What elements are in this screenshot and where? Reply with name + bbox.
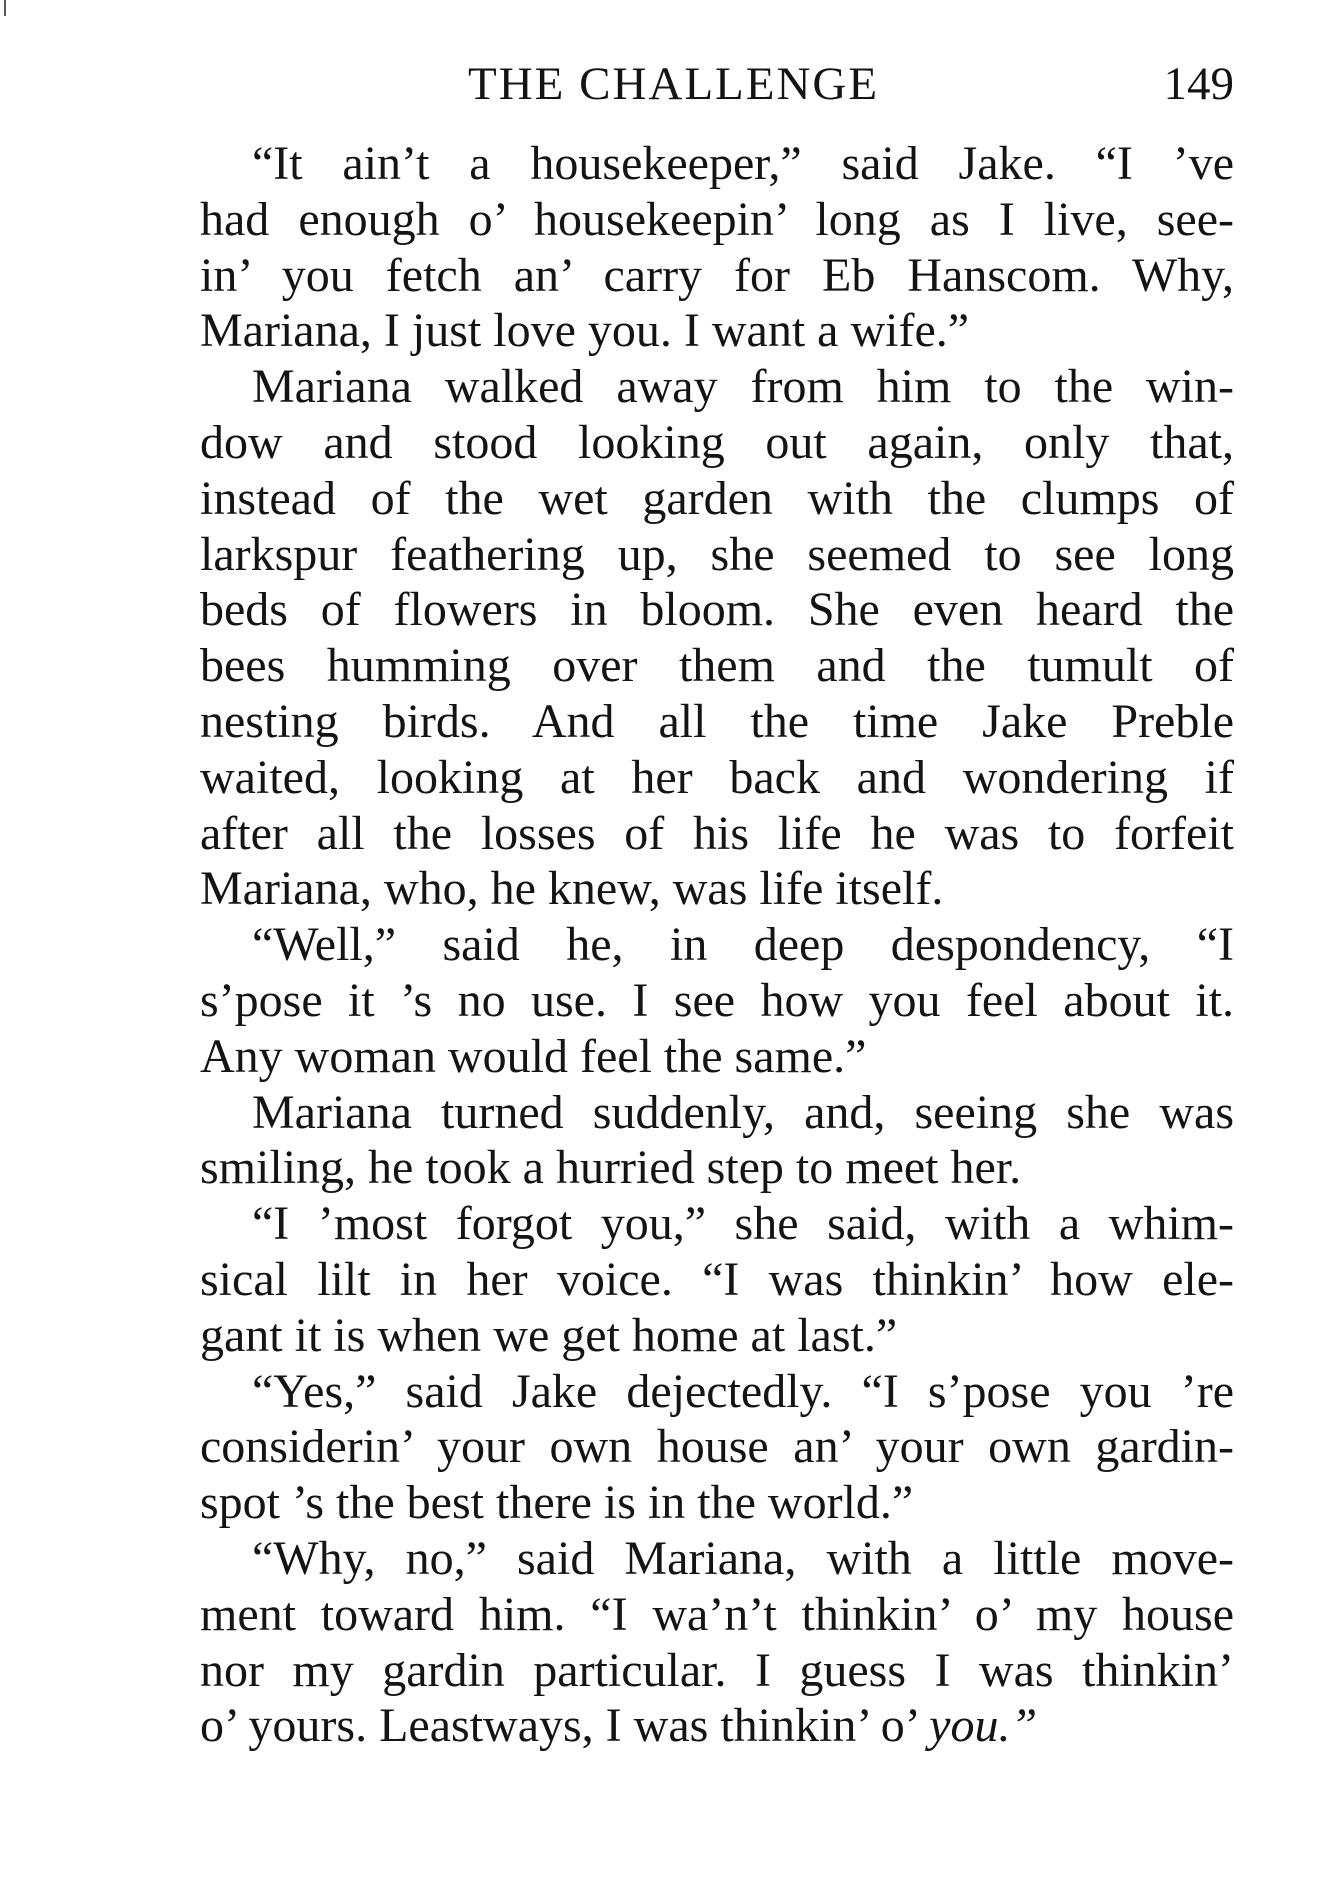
text-line: Mariana turned suddenly, and, seeing she was [252,1085,1234,1139]
text-line: Any woman would feel the same.” [200,1029,867,1083]
text-line: “Why, no,” said Mariana, with a little move- [252,1531,1234,1585]
text-line: sical lilt in her voice. “I was thinkin’ how ele- [200,1252,1234,1306]
text-line: “It ain’t a housekeeper,” said Jake. “I ’ve [252,137,1234,190]
running-head [200,48,1234,120]
text-line: smiling, he took a hurried step to meet her. [200,1141,1022,1195]
chapter-title: THE CHALLENGE [468,58,880,110]
text-line: spot ’s the best there is in the world.” [200,1476,914,1530]
text-line: considerin’ your own house an’ your own gardin- [200,1420,1234,1474]
final-line-text: o’ yours. Leastways, I was thinkin’ o’ [200,1699,930,1753]
text-line: “I ’most forgot you,” she said, with a whim- [252,1197,1234,1251]
text-line: Mariana, who, he knew, was life itself. [200,862,944,916]
final-emphasis: you.” [929,1699,1038,1753]
text-line: after all the losses of his life he was to forfeit [200,806,1234,860]
scan-edge-mark [4,0,6,16]
text-line: Mariana walked away from him to the win- [252,360,1234,414]
text-line: Mariana, I just love you. I want a wife.” [200,304,970,358]
text-line: larkspur feathering up, she seemed to see long [200,527,1234,581]
text-line: waited, looking at her back and wondering if [200,750,1234,804]
text-line: dow and stood looking out again, only that, [200,415,1234,469]
text-line: beds of flowers in bloom. She even heard the [200,583,1234,637]
text-line: bees humming over them and the tumult of [200,639,1234,693]
text-line: “Well,” said he, in deep despondency, “I [252,918,1234,972]
text-line: in’ you fetch an’ carry for Eb Hanscom. Why, [200,248,1234,302]
text-line: nor my gardin particular. I guess I was thinkin’ [200,1643,1234,1697]
text-line: gant it is when we get home at last.” [200,1308,898,1362]
body-text [200,136,1234,1754]
text-line: nesting birds. And all the time Jake Preble [200,694,1234,748]
final-text-line [200,1698,1234,1754]
text-line: “Yes,” said Jake dejectedly. “I s’pose you ’re [252,1364,1234,1418]
page-number: 149 [1163,58,1234,110]
text-line: had enough o’ housekeepin’ long as I live, see- [200,192,1234,246]
text-line: s’pose it ’s no use. I see how you feel about it. [200,973,1234,1027]
text-line: ment toward him. “I wa’n’t thinkin’ o’ my house [200,1587,1234,1641]
text-line: instead of the wet garden with the clumps of [200,471,1234,525]
